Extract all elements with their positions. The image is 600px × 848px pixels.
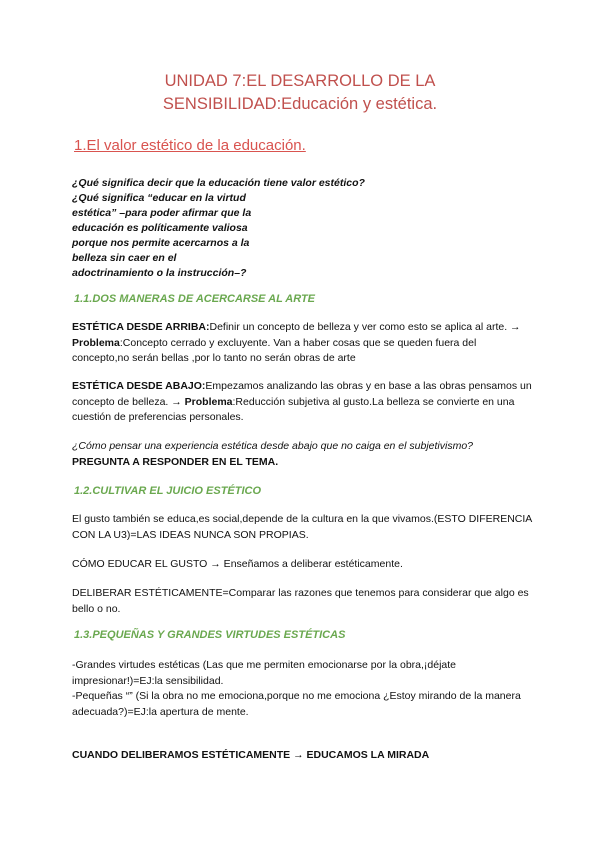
- title-line-1: UNIDAD 7:EL DESARROLLO DE LA: [164, 72, 436, 90]
- intro-questions: [72, 176, 365, 281]
- problem-label: Problema: [72, 336, 120, 349]
- paragraph-educar-gusto: CÓMO EDUCAR EL GUSTO → Enseñamos a deliberar estéticamente.: [72, 558, 403, 570]
- section-heading-1: 1.El valor estético de la educación.: [74, 137, 306, 154]
- key-question: ¿Cómo pensar una experiencia estética desde abajo que no caiga en el subjetivismo?: [72, 440, 473, 452]
- problem-label: Problema: [184, 395, 233, 408]
- question-line: belleza sin caer en el: [72, 252, 177, 264]
- paragraph-text: Empezamos analizando las obras y en base a las obras pensamos un concepto de belleza. →: [72, 380, 532, 408]
- paragraph-gusto-social: El gusto también se educa,es social,depende de la cultura en la que vivamos.(ESTO DIFERENCIA CON LA U3)=LAS IDEAS NUNCA SON PROPIAS.: [72, 513, 532, 541]
- paragraph-text: Definir un concepto de belleza y ver como esto se aplica al arte. →: [209, 321, 521, 333]
- question-line: porque nos permite acercarnos a la: [72, 237, 250, 249]
- paragraph-deliberar: DELIBERAR ESTÉTICAMENTE=Comparar las razones que tenemos para considerar que algo es bello o no.: [72, 587, 529, 615]
- page-title: [0, 70, 600, 116]
- key-question-note: PREGUNTA A RESPONDER EN EL TEMA.: [72, 456, 279, 468]
- title-line-2: SENSIBILIDAD:Educación y estética.: [162, 95, 438, 113]
- subsection-heading-1-1: 1.1.DOS MANERAS DE ACERCARSE AL ARTE: [74, 293, 316, 305]
- question-line: educación es políticamente valiosa: [72, 222, 248, 234]
- paragraph-estetica-abajo: [72, 379, 532, 426]
- question-line: estética” –para poder afirmar que la: [72, 207, 252, 219]
- paragraph-grandes-virtudes: -Grandes virtudes estéticas (Las que me permiten emocionarse por la obra,¡déjate impresionar!)=EJ:la sensibilidad.: [72, 659, 457, 687]
- question-line: ¿Qué significa decir que la educación tiene valor estético?: [72, 177, 365, 189]
- paragraph-text: :Reducción subjetiva al gusto.La belleza se convierte en una cuestión de preferencias personales.: [72, 395, 515, 423]
- paragraph-estetica-arriba: [72, 320, 532, 367]
- subsection-heading-1-2: 1.2.CULTIVAR EL JUICIO ESTÉTICO: [74, 485, 262, 497]
- paragraph-text: :Concepto cerrado y excluyente. Van a haber cosas que se queden fuera del concepto,no serán bellas ,por lo tanto no serán obras de arte: [72, 336, 477, 364]
- question-line: ¿Qué significa “educar en la virtud: [72, 192, 246, 204]
- question-line: adoctrinamiento o la instrucción–?: [72, 267, 247, 279]
- conclusion-line: CUANDO DELIBERAMOS ESTÉTICAMENTE → EDUCAMOS LA MIRADA: [72, 749, 430, 761]
- subsection-heading-1-3: 1.3.PEQUEÑAS Y GRANDES VIRTUDES ESTÉTICAS: [74, 629, 346, 641]
- paragraph-pequenas-virtudes: -Pequeñas “” (Si la obra no me emociona,porque no me emociona ¿Estoy mirando de la manera adecuada?)=EJ:la apertura de mente.: [72, 690, 521, 718]
- term-label: ESTÉTICA DESDE ARRIBA:: [72, 321, 210, 333]
- term-label: ESTÉTICA DESDE ABAJO:: [72, 380, 206, 392]
